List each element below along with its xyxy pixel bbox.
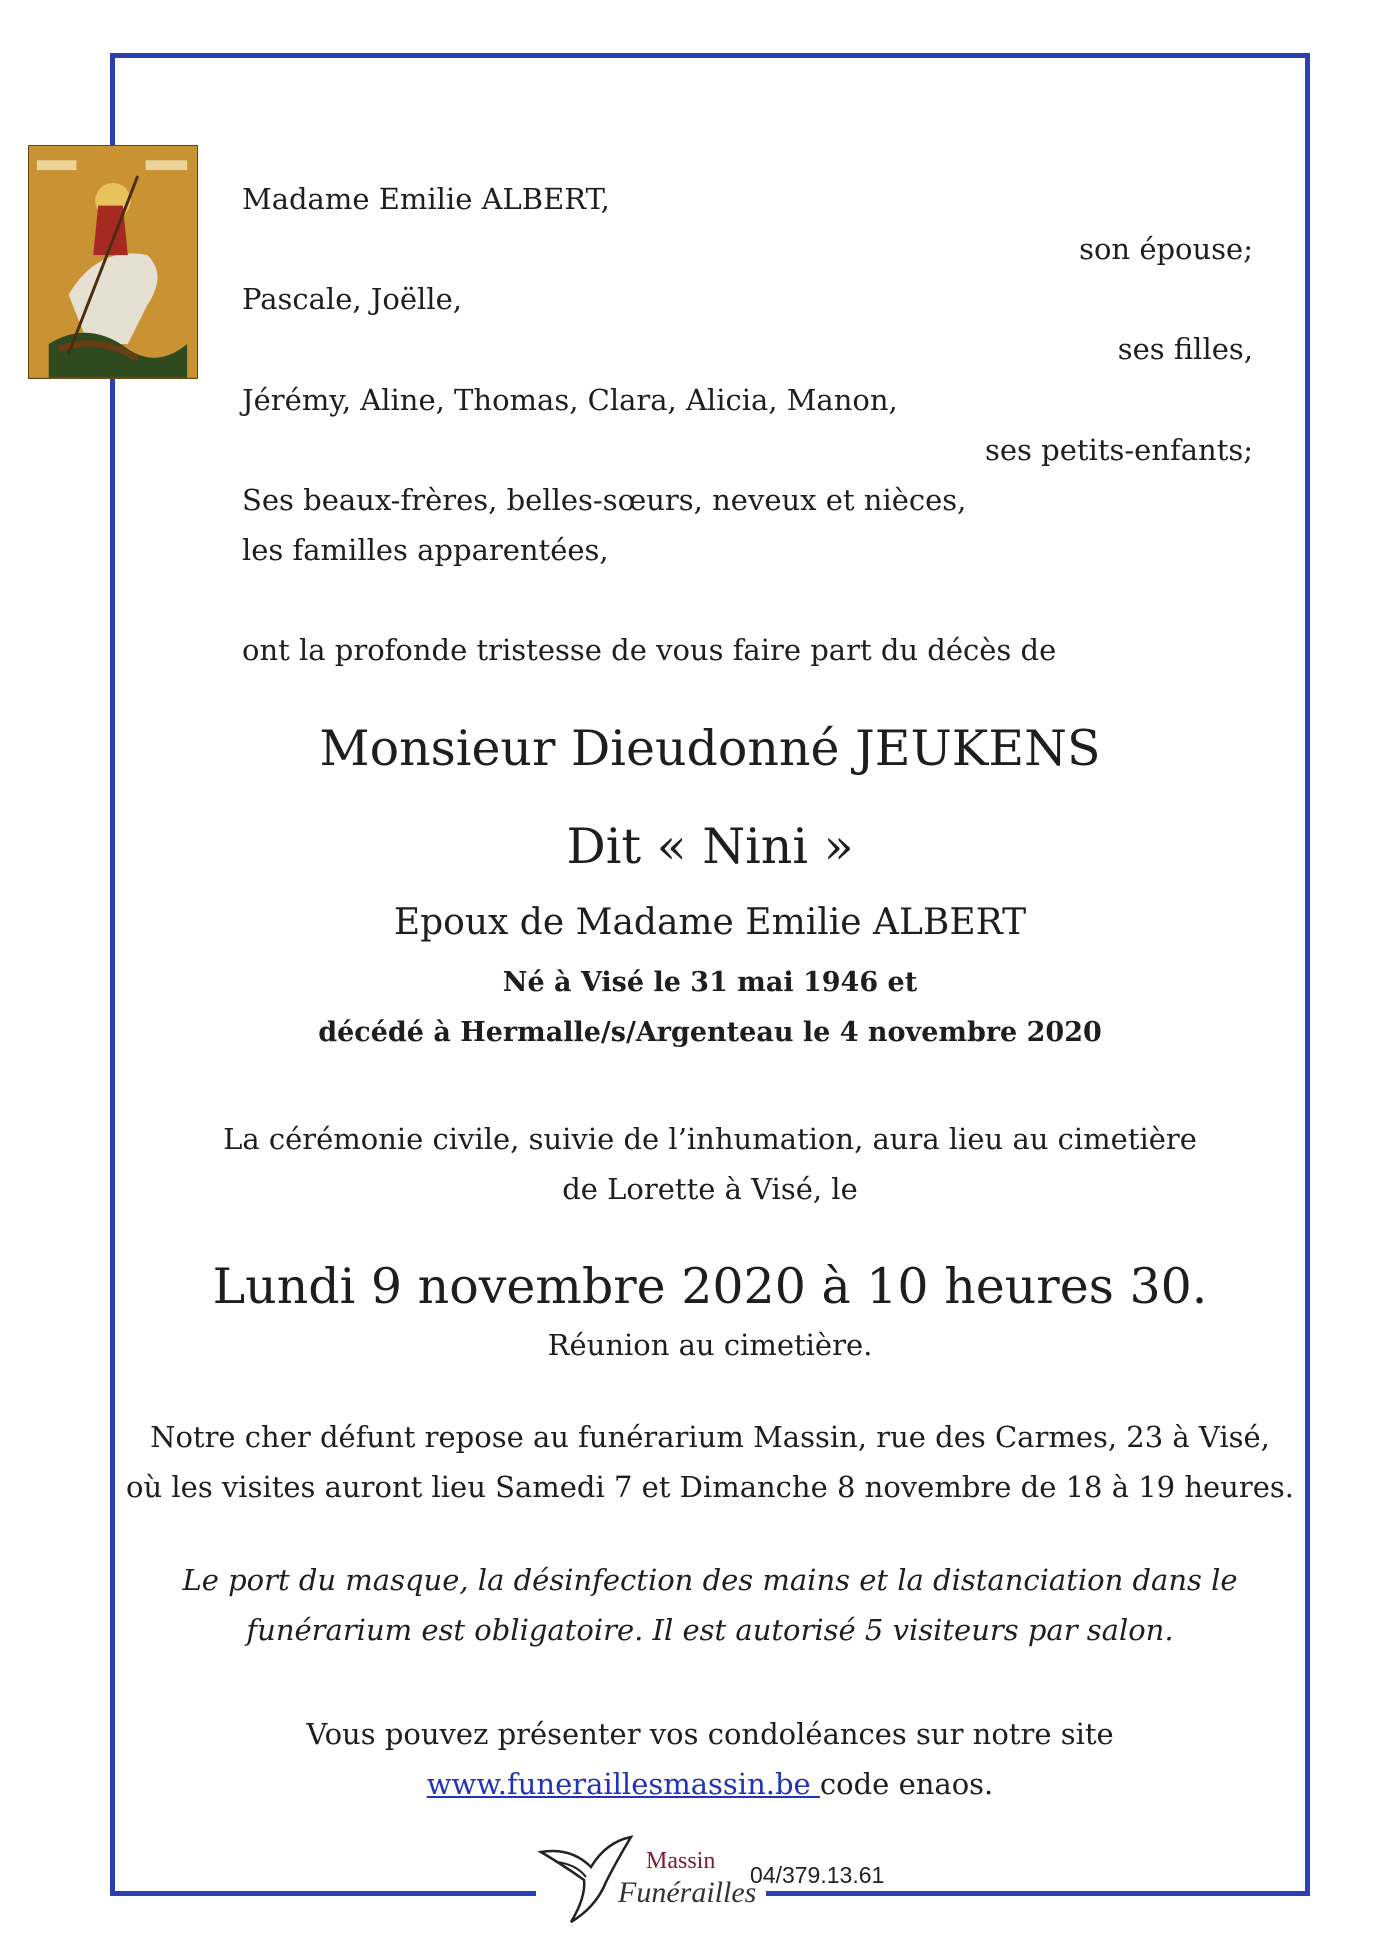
announcement-text: ont la profonde tristesse de vous faire part du décès de bbox=[242, 633, 1057, 667]
family-daughters-names: Pascale, Joëlle, bbox=[242, 282, 462, 316]
deceased-birth: Né à Visé le 31 mai 1946 et bbox=[502, 967, 918, 998]
condolences-code: code enaos. bbox=[819, 1767, 994, 1801]
ceremony-line-2: de Lorette à Visé, le bbox=[562, 1172, 858, 1206]
religious-icon-image bbox=[28, 145, 198, 379]
deceased-death: décédé à Hermalle/s/Argenteau le 4 novembre 2020 bbox=[318, 1017, 1102, 1048]
condolences-line-1: Vous pouvez présenter vos condoléances sur notre site bbox=[306, 1717, 1114, 1751]
logo-massin-text: Massin bbox=[646, 1848, 716, 1874]
family-daughters-role: ses filles, bbox=[1117, 332, 1253, 366]
covid-line-2: funérarium est obligatoire. Il est autorisé 5 visiteurs par salon. bbox=[246, 1613, 1174, 1647]
phone-number: 04/379.13.61 bbox=[750, 1862, 885, 1888]
family-inlaws: Ses beaux-frères, belles-sœurs, neveux et nièces, bbox=[242, 483, 967, 517]
ceremony-date: Lundi 9 novembre 2020 à 10 heures 30. bbox=[212, 1258, 1208, 1315]
massin-logo bbox=[536, 1822, 766, 1932]
family-grandchildren-names: Jérémy, Aline, Thomas, Clara, Alicia, Manon, bbox=[242, 383, 898, 417]
logo-funerailles-text: Funérailles bbox=[618, 1876, 757, 1909]
family-grandchildren-role: ses petits-enfants; bbox=[985, 433, 1253, 467]
family-spouse-name: Madame Emilie ALBERT, bbox=[242, 182, 610, 216]
website-link[interactable]: www.funeraillesmassin.be bbox=[426, 1767, 820, 1801]
condolences-line-2 bbox=[110, 1767, 1310, 1801]
deceased-nickname: Dit « Nini » bbox=[566, 818, 854, 875]
visits-line-2: où les visites auront lieu Samedi 7 et Dimanche 8 novembre de 18 à 19 heures. bbox=[126, 1470, 1294, 1504]
saint-george-icon bbox=[29, 146, 197, 378]
ceremony-line-1: La cérémonie civile, suivie de l’inhumation, aura lieu au cimetière bbox=[223, 1122, 1197, 1156]
family-spouse-role: son épouse; bbox=[1079, 232, 1253, 266]
family-relatives: les familles apparentées, bbox=[242, 533, 609, 567]
covid-line-1: Le port du masque, la désinfection des mains et la distanciation dans le bbox=[182, 1563, 1238, 1597]
visits-line-1: Notre cher défunt repose au funérarium Massin, rue des Carmes, 23 à Visé, bbox=[150, 1420, 1270, 1454]
deceased-name: Monsieur Dieudonné JEUKENS bbox=[319, 720, 1101, 777]
ceremony-meeting: Réunion au cimetière. bbox=[547, 1328, 873, 1362]
deceased-spouse: Epoux de Madame Emilie ALBERT bbox=[393, 902, 1027, 943]
